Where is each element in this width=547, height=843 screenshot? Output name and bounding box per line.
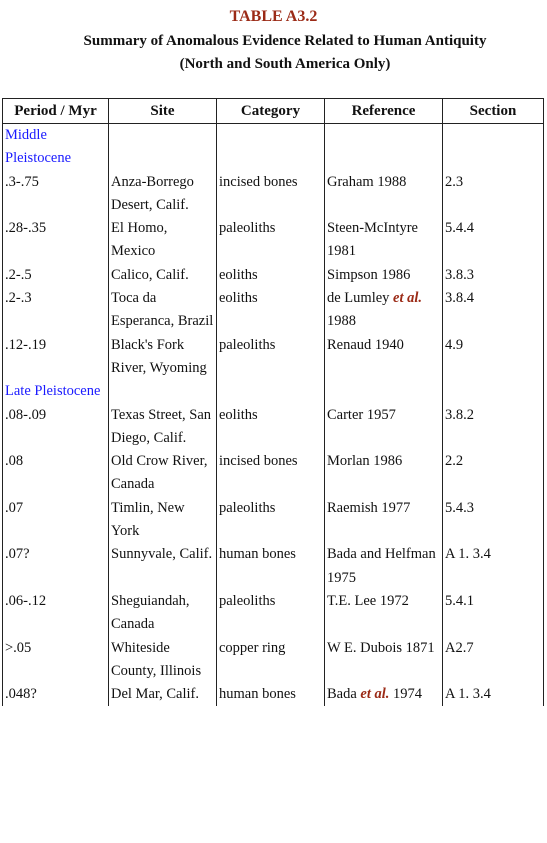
site-cell: Anza-Borrego Desert, Calif. <box>109 171 217 218</box>
site-cell: El Homo, Mexico <box>109 217 217 264</box>
reference-cell: W E. Dubois 1871 <box>325 637 443 684</box>
table-row <box>3 543 544 590</box>
reference-cell: Bada and Helfman 1975 <box>325 543 443 590</box>
reference-cell: Steen-McIntyre 1981 <box>325 217 443 264</box>
et-al-marker: et al. <box>393 290 423 307</box>
reference-cell: Renaud 1940 <box>325 334 443 381</box>
reference-cell <box>325 287 443 334</box>
period-cell: .07 <box>3 497 109 544</box>
table-row <box>3 217 544 264</box>
group-row <box>3 380 544 403</box>
category-cell: eoliths <box>217 287 325 334</box>
section-cell: 3.8.2 <box>443 404 544 451</box>
table-row <box>3 287 544 334</box>
category-cell: paleoliths <box>217 217 325 264</box>
table-row <box>3 171 544 218</box>
table-row <box>3 334 544 381</box>
site-cell: Del Mar, Calif. <box>109 683 217 706</box>
section-cell: A 1. 3.4 <box>443 683 544 706</box>
site-cell: Sunnyvale, Calif. <box>109 543 217 590</box>
reference-cell: T.E. Lee 1972 <box>325 590 443 637</box>
site-cell: Texas Street, San Diego, Calif. <box>109 404 217 451</box>
reference-cell: Simpson 1986 <box>325 264 443 287</box>
site-cell: Toca da Esperanca, Brazil <box>109 287 217 334</box>
site-cell: Calico, Calif. <box>109 264 217 287</box>
site-cell: Old Crow River, Canada <box>109 450 217 497</box>
table-row <box>3 637 544 684</box>
category-cell: eoliths <box>217 264 325 287</box>
reference-cell: Morlan 1986 <box>325 450 443 497</box>
category-cell: paleoliths <box>217 497 325 544</box>
category-cell: human bones <box>217 683 325 706</box>
section-cell: 4.9 <box>443 334 544 381</box>
period-cell: .07? <box>3 543 109 590</box>
column-header-category: Category <box>217 99 325 124</box>
section-cell: A 1. 3.4 <box>443 543 544 590</box>
site-cell: Black's Fork River, Wyoming <box>109 334 217 381</box>
period-cell: .048? <box>3 683 109 706</box>
column-header-reference: Reference <box>325 99 443 124</box>
category-cell: human bones <box>217 543 325 590</box>
section-cell: 3.8.3 <box>443 264 544 287</box>
section-cell: 2.2 <box>443 450 544 497</box>
et-al-marker: et al. <box>360 686 390 703</box>
reference-cell: Carter 1957 <box>325 404 443 451</box>
period-cell: .3-.75 <box>3 171 109 218</box>
table-row <box>3 590 544 637</box>
period-cell: .2-.5 <box>3 264 109 287</box>
table-header-row <box>3 99 544 124</box>
section-cell: 3.8.4 <box>443 287 544 334</box>
table-subtitle-line1: Summary of Anomalous Evidence Related to Human Antiquity <box>83 33 487 49</box>
table-row <box>3 497 544 544</box>
reference-year: 1974 <box>393 686 423 703</box>
reference-cell: Raemish 1977 <box>325 497 443 544</box>
table-row <box>3 264 544 287</box>
period-cell: >.05 <box>3 637 109 684</box>
group-label: Late Pleistocene <box>3 380 109 403</box>
section-cell: 5.4.3 <box>443 497 544 544</box>
category-cell: incised bones <box>217 450 325 497</box>
evidence-table <box>2 98 544 706</box>
reference-year: 1988 <box>327 313 356 330</box>
period-cell: .2-.3 <box>3 287 109 334</box>
period-cell: .12-.19 <box>3 334 109 381</box>
section-cell: 5.4.1 <box>443 590 544 637</box>
category-cell: paleoliths <box>217 590 325 637</box>
column-header-period: Period / Myr <box>3 99 109 124</box>
category-cell: incised bones <box>217 171 325 218</box>
category-cell: paleoliths <box>217 334 325 381</box>
site-cell: Whiteside County, Illinois <box>109 637 217 684</box>
table-row <box>3 450 544 497</box>
reference-author: Bada <box>327 686 357 703</box>
column-header-section: Section <box>443 99 544 124</box>
column-header-site: Site <box>109 99 217 124</box>
reference-cell: Graham 1988 <box>325 171 443 218</box>
table-title: TABLE A3.2 <box>229 8 318 25</box>
category-cell: eoliths <box>217 404 325 451</box>
table-row <box>3 404 544 451</box>
table-subtitle-line2: (North and South America Only) <box>179 56 391 72</box>
table-row <box>3 683 544 706</box>
period-cell: .08-.09 <box>3 404 109 451</box>
section-cell: 5.4.4 <box>443 217 544 264</box>
period-cell: .06-.12 <box>3 590 109 637</box>
period-cell: .28-.35 <box>3 217 109 264</box>
group-row <box>3 124 544 171</box>
site-cell: Timlin, New York <box>109 497 217 544</box>
section-cell: A2.7 <box>443 637 544 684</box>
section-cell: 2.3 <box>443 171 544 218</box>
period-cell: .08 <box>3 450 109 497</box>
category-cell: copper ring <box>217 637 325 684</box>
reference-author: de Lumley <box>327 290 390 307</box>
site-cell: Sheguiandah, Canada <box>109 590 217 637</box>
reference-cell <box>325 683 443 706</box>
group-label: Middle Pleistocene <box>3 124 109 171</box>
